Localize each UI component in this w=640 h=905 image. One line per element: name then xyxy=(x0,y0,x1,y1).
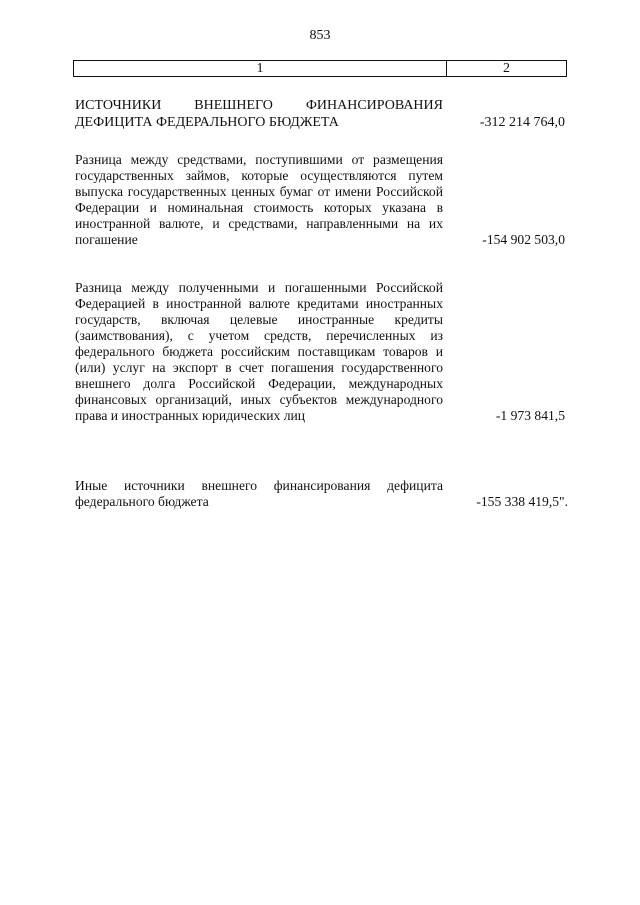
row-label: ИСТОЧНИКИ ВНЕШНЕГО ФИНАНСИРОВАНИЯ ДЕФИЦИТА ФЕДЕРАЛЬНОГО БЮДЖЕТА xyxy=(75,98,443,130)
column-header-1: 1 xyxy=(74,61,447,76)
row-label: Разница между средствами, поступившими от размещения государственных займов, которые осуществляются путем выпуска государственных ценных бумаг от имени Российской Федерации и номинальная стоимость которых указана в иностранной валюте, и средствами, направленными на их погашение xyxy=(75,152,443,247)
row-value: -1 973 841,5 xyxy=(495,408,565,423)
row-label: Иные источники внешнего финансирования дефицита федерального бюджета xyxy=(75,478,443,509)
row-value: -154 902 503,0 xyxy=(482,232,565,247)
table-row xyxy=(75,478,568,510)
column-header-2: 2 xyxy=(503,61,510,76)
page-number: 853 xyxy=(309,28,331,43)
row-value: -155 338 419,5". xyxy=(476,494,568,509)
table-column-header xyxy=(73,60,567,77)
row-value: -312 214 764,0 xyxy=(479,115,565,130)
table-row xyxy=(75,152,565,248)
table-row xyxy=(75,97,565,131)
table-row xyxy=(75,280,565,424)
row-label: Разница между полученными и погашенными Российской Федерацией в иностранной валюте кредитами иностранных государств, включая целевые иностранные кредиты (заимствования), с учетом средств, перечисленных из федерального бюджета российским поставщикам товаров и (или) услуг на экспорт в счет погашения государственного внешнего долга Российской Федерации, международных финансовых организаций, иных субъектов международного права и иностранных юридических лиц xyxy=(75,280,443,423)
